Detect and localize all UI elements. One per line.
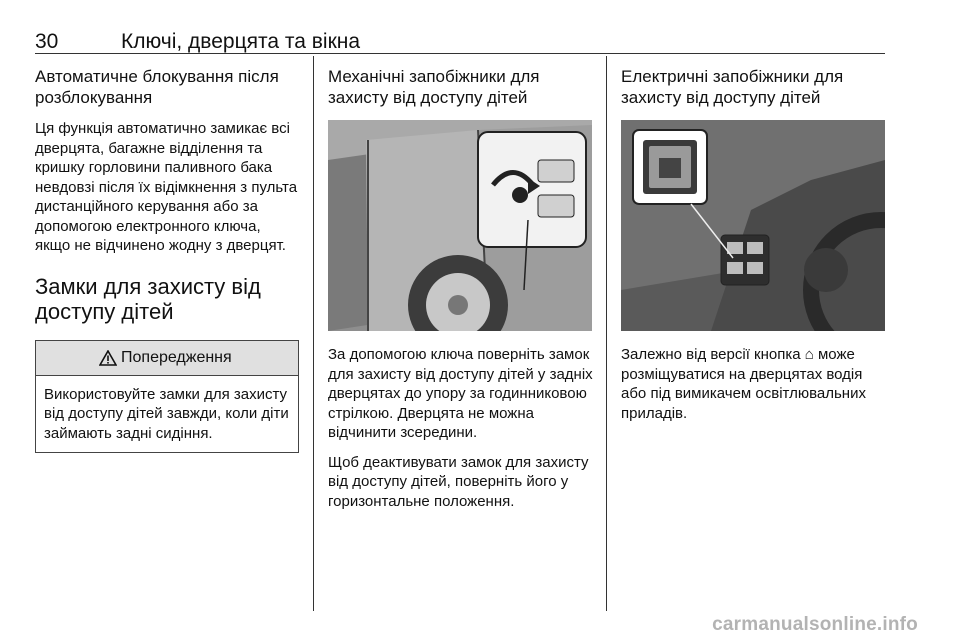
warning-title: Попередження	[121, 348, 232, 366]
section-heading: Механічні запобіжники для захисту від доступу дітей	[328, 67, 540, 107]
rear-door-child-lock-image	[328, 120, 592, 331]
warning-icon	[99, 350, 117, 366]
watermark: carmanualsonline.info	[712, 614, 918, 635]
warning-header	[36, 341, 298, 376]
paragraph: Щоб деактивувати замок для захисту від доступу дітей, поверніть його у горизонтальне положення.	[328, 453, 589, 510]
paragraph: За допомогою ключа поверніть замок для захисту від доступу дітей у задніх дверцятах до упору за годинниковою стрілкою. Дверцята не можна відчинити зсередини.	[328, 346, 593, 441]
column-divider	[313, 56, 314, 611]
electric-child-lock-image	[621, 120, 885, 331]
warning-body	[36, 376, 298, 453]
section-heading: Замки для захисту від доступу дітей	[35, 273, 261, 324]
header-rule	[35, 53, 885, 54]
column-3	[621, 66, 887, 423]
column-1	[35, 66, 299, 453]
page-header	[35, 30, 885, 52]
page-title: Ключі, дверцята та вікна	[121, 30, 361, 53]
section-heading: Електричні запобіжники для захисту від доступу дітей	[621, 67, 844, 107]
warning-text: Використовуйте замки для захисту від доступу дітей завжди, коли діти займають задні сидіння.	[44, 385, 289, 442]
column-divider	[606, 56, 607, 611]
section-heading: Автоматичне блокування після розблокування	[35, 67, 279, 107]
paragraph: Залежно від версії кнопка ⌂ може розміщуватися на дверцятах водія або під вимикачем освітлювальних приладів.	[621, 346, 866, 422]
page-number: 30	[35, 30, 59, 53]
paragraph: Ця функція автоматично замикає всі дверцята, багажне відділення та кришку горловини паливного бака невдовзі після їх відімкнення з пульта дистанційного керування або за допомогою електронного ключа, якщо не відчинено жодну з дверцят.	[35, 120, 298, 254]
warning-box	[35, 340, 299, 454]
column-2	[328, 66, 594, 511]
